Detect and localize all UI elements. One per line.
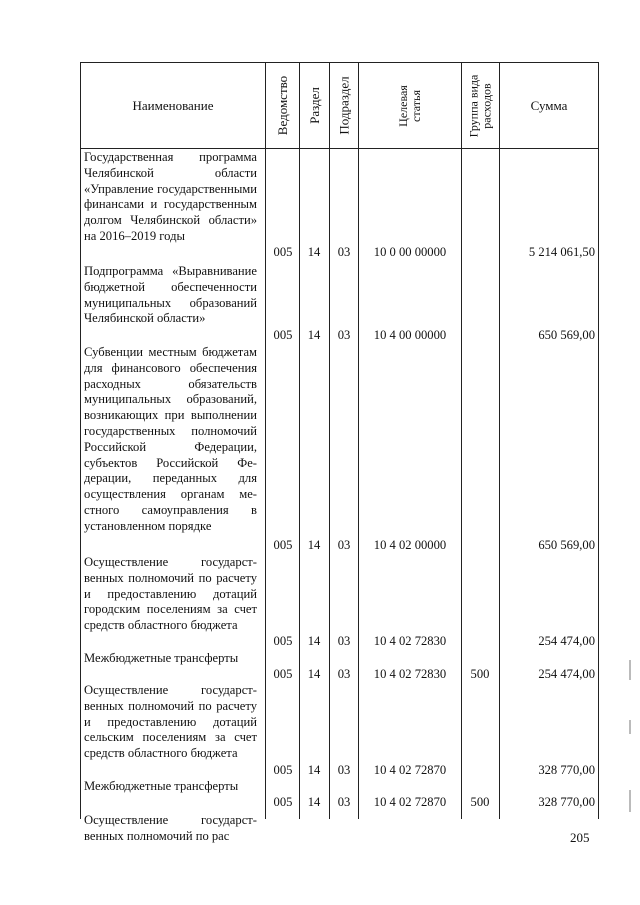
row-razdel: 14 xyxy=(307,245,321,259)
row-vedomstvo: 005 xyxy=(273,634,293,648)
column-divider xyxy=(299,62,300,819)
column-divider xyxy=(461,62,462,819)
row-podrazdel: 03 xyxy=(337,328,351,342)
header-podrazdel-label: Подраздел xyxy=(336,76,352,135)
scan-edge-mark xyxy=(629,790,631,812)
header-podrazdel xyxy=(330,63,358,148)
header-summa xyxy=(500,63,598,148)
row-gruppa: 500 xyxy=(470,795,490,809)
header-gruppa xyxy=(462,63,499,148)
column-divider xyxy=(358,62,359,819)
row-razdel: 14 xyxy=(307,795,321,809)
header-summa-label: Сумма xyxy=(530,98,568,113)
row-gruppa: 500 xyxy=(470,667,490,681)
header-gruppa-line2: расходов xyxy=(479,82,494,129)
row-vedomstvo: 005 xyxy=(273,538,293,552)
scan-edge-mark xyxy=(629,720,631,734)
column-divider xyxy=(499,62,500,819)
row-summa: 328 770,00 xyxy=(538,795,595,809)
row-summa: 650 569,00 xyxy=(538,538,595,552)
header-vedomstvo xyxy=(266,63,299,148)
row-podrazdel: 03 xyxy=(337,795,351,809)
header-divider xyxy=(80,148,598,149)
row-vedomstvo: 005 xyxy=(273,328,293,342)
row-razdel: 14 xyxy=(307,538,321,552)
row-podrazdel: 03 xyxy=(337,667,351,681)
row-celevaya: 10 4 02 72870 xyxy=(373,795,447,809)
column-divider xyxy=(329,62,330,819)
header-vedomstvo-label: Ведомство xyxy=(275,75,290,136)
header-celevaya xyxy=(359,63,461,148)
row-razdel: 14 xyxy=(307,763,321,777)
header-gruppa-line1: Группа вида xyxy=(466,74,481,137)
row-razdel: 14 xyxy=(307,328,321,342)
header-celevaya-line2: статья xyxy=(408,89,423,122)
row-celevaya: 10 0 00 00000 xyxy=(373,245,447,259)
row-celevaya: 10 4 00 00000 xyxy=(373,328,447,342)
row-celevaya: 10 4 02 72870 xyxy=(373,763,447,777)
row-name: Осуществление государственных полномочий по расчету и предоставлению дотаций городским поселениям за счет средств областного бюджета xyxy=(84,555,257,633)
row-name: Межбюджетные трансферты xyxy=(84,779,239,793)
row-vedomstvo: 005 xyxy=(273,795,293,809)
row-summa: 328 770,00 xyxy=(538,763,595,777)
header-celevaya-label xyxy=(397,85,423,127)
page-number: 205 xyxy=(570,830,590,845)
row-summa: 254 474,00 xyxy=(538,634,595,648)
row-name: Подпрограмма «Выравнивание бюджетной обеспеченности муниципальных образований Челябинской области» xyxy=(84,264,257,326)
row-summa: 650 569,00 xyxy=(538,328,595,342)
header-razdel-label: Раздел xyxy=(307,87,322,124)
row-celevaya: 10 4 02 72830 xyxy=(373,667,447,681)
row-podrazdel: 03 xyxy=(337,634,351,648)
row-razdel: 14 xyxy=(307,667,321,681)
row-summa: 5 214 061,50 xyxy=(528,245,595,259)
header-gruppa-label xyxy=(468,74,494,137)
header-name xyxy=(81,63,265,148)
row-vedomstvo: 005 xyxy=(273,245,293,259)
header-razdel xyxy=(300,63,329,148)
row-podrazdel: 03 xyxy=(337,538,351,552)
row-name: Субвенции местным бюджетам для финансового обеспечения расходных обязательств муниципальных образований, возникающих при выполнении государственных полномочий Российской Федерации, субъектов Российской Федерации, переданных для осуществления органам местного самоуправления в установленном порядке xyxy=(84,345,257,533)
row-name: Осуществление государственных полномочий по расчету и предоставлению дотаций сельским поселениям за счет средств областного бюджета xyxy=(84,683,257,761)
row-podrazdel: 03 xyxy=(337,763,351,777)
row-summa: 254 474,00 xyxy=(538,667,595,681)
row-name: Государственная программа Челябинской области «Управление государственными финансами и государственным долгом Челябинской области» на 2016–2019 годы xyxy=(84,150,257,243)
header-celevaya-line1: Целевая xyxy=(395,84,410,127)
row-celevaya: 10 4 02 72830 xyxy=(373,634,447,648)
row-razdel: 14 xyxy=(307,634,321,648)
table-border-left xyxy=(80,62,81,819)
column-divider xyxy=(265,62,266,819)
row-vedomstvo: 005 xyxy=(273,667,293,681)
row-celevaya: 10 4 02 00000 xyxy=(373,538,447,552)
row-name: Осуществление государственных полномочий по рас xyxy=(84,813,257,843)
scan-edge-mark xyxy=(629,660,631,680)
row-vedomstvo: 005 xyxy=(273,763,293,777)
row-podrazdel: 03 xyxy=(337,245,351,259)
header-name-label: Наименование xyxy=(132,98,214,113)
row-name: Межбюджетные трансферты xyxy=(84,651,239,665)
table-border-right xyxy=(598,62,599,819)
